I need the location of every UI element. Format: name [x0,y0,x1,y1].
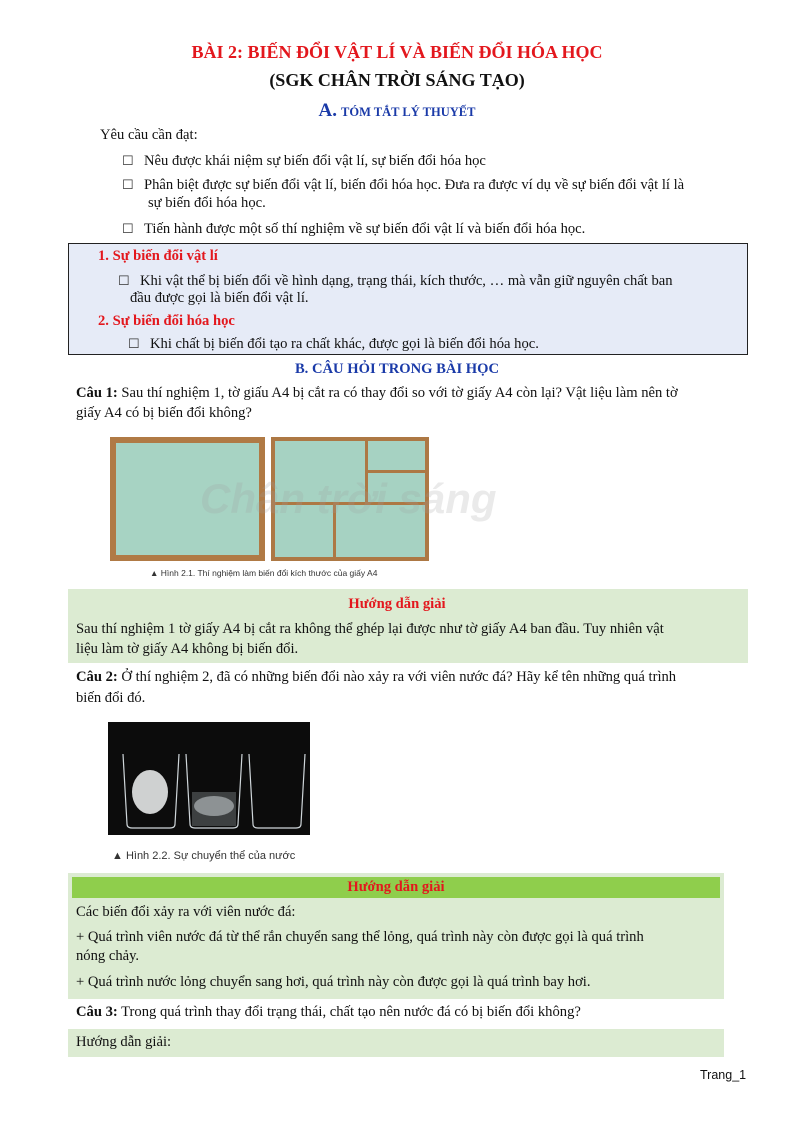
answer-2-intro: Các biến đổi xảy ra với viên nước đá: [76,904,296,920]
watermark: Chân trời sáng [200,475,497,522]
section-a-text: TÓM TẮT LÝ THUYẾT [341,105,476,119]
answer-1-text-cont: liệu làm tờ giấy A4 không bị biến đổi. [76,641,299,657]
section-a-heading [0,100,794,122]
theory-heading-2: 2. Sự biến đổi hóa học [98,313,235,329]
requirement-item-cont: sự biến đổi hóa học. [148,195,266,211]
square-bullet-icon: ☐ [122,221,134,236]
square-bullet-icon: ☐ [122,177,134,192]
question-1-cont: giấy A4 có bị biến đổi không? [76,405,252,421]
square-bullet-icon: ☐ [122,153,134,168]
square-bullet-icon: ☐ [118,273,130,288]
figure-2-caption: ▲ Hình 2.2. Sự chuyển thể của nước [112,850,296,862]
question-2-cont: biến đổi đó. [76,690,146,706]
section-a-letter: A. [318,100,338,121]
square-bullet-icon: ☐ [128,336,140,351]
answer-2-point-1-cont: nóng chảy. [76,948,140,964]
theory-paragraph-2: ☐ Khi chất bị biến đổi tạo ra chất khác, được gọi là biến đổi hóa học. [128,336,539,352]
theory-paragraph-1-cont: đầu được gọi là biến đổi vật lí. [130,290,309,306]
doc-title: BÀI 2: BIẾN ĐỔI VẬT LÍ VÀ BIẾN ĐỔI HÓA HỌC [191,42,603,62]
answer-1-text: Sau thí nghiệm 1 tờ giấy A4 bị cắt ra không thể ghép lại được như tờ giấy A4 ban đầu. Tuy nhiên vật [76,621,664,637]
answer-1-heading: Hướng dẫn giải [348,596,446,612]
page-number: Trang_1 [700,1068,747,1082]
question-2: Câu 2: Ở thí nghiệm 2, đã có những biến đổi nào xảy ra với viên nước đá? Hãy kể tên những quá trình [76,669,677,685]
requirements-label: Yêu cầu cần đạt: [100,127,198,143]
requirement-item: ☐ Phân biệt được sự biến đổi vật lí, biến đổi hóa học. Đưa ra được ví dụ về sự biến đổi vật lí là [122,177,685,193]
figure-1-caption: ▲ Hình 2.1. Thí nghiệm làm biến đổi kích thước của giấy A4 [150,568,378,578]
requirement-item: ☐ Nêu được khái niệm sự biến đổi vật lí, sự biến đổi hóa học [122,153,486,169]
section-b-heading: B. CÂU HỎI TRONG BÀI HỌC [294,361,500,377]
theory-paragraph-1: ☐ Khi vật thể bị biến đổi về hình dạng, trạng thái, kích thước, … mà vẫn giữ nguyên chất ban [118,273,673,289]
question-3: Câu 3: Trong quá trình thay đổi trạng thái, chất tạo nên nước đá có bị biến đổi không? [76,1004,581,1020]
answer-3-heading: Hướng dẫn giải: [76,1034,172,1050]
answer-2-point-2: + Quá trình nước lỏng chuyển sang hơi, quá trình này còn được gọi là quá trình bay hơi. [76,974,591,990]
doc-subtitle: (SGK CHÂN TRỜI SÁNG TẠO) [269,70,525,90]
theory-heading-1: 1. Sự biến đổi vật lí [98,248,218,264]
answer-2-heading: Hướng dẫn giải [347,879,445,895]
question-1: Câu 1: Sau thí nghiệm 1, tờ giấu A4 bị cắt ra có thay đổi so với tờ giấy A4 còn lại? Vật liệu làm nên tờ [76,385,678,401]
figure-ice-water [108,722,312,867]
answer-2-point-1: + Quá trình viên nước đá từ thể rắn chuyển sang thể lỏng, quá trình này còn được gọi là quá trình [76,929,644,945]
requirement-item: ☐ Tiến hành được một số thí nghiệm về sự biến đổi vật lí và biến đổi hóa học. [122,221,586,237]
